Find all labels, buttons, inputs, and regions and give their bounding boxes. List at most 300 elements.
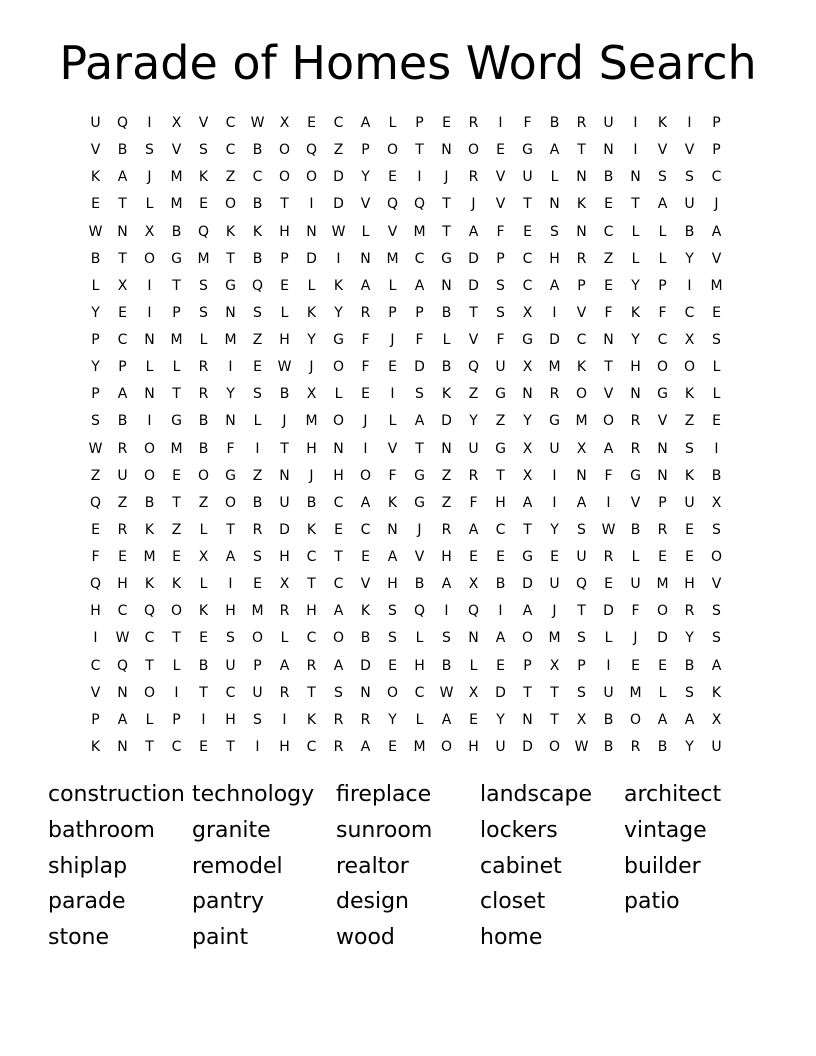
grid-letter: E: [523, 223, 532, 240]
grid-letter: D: [333, 196, 344, 213]
grid-letter: P: [91, 332, 100, 349]
grid-letter: W: [88, 223, 103, 240]
grid-letter: S: [388, 630, 397, 647]
grid-letter: P: [388, 304, 397, 321]
grid-letter: K: [306, 711, 317, 728]
grid-letter: Q: [413, 603, 426, 620]
grid-letter: K: [306, 304, 317, 321]
grid-letter: R: [576, 250, 587, 267]
grid-letter: E: [118, 304, 127, 321]
grid-letter: Q: [251, 277, 264, 294]
grid-letter: J: [363, 413, 368, 430]
grid-letter: S: [334, 684, 343, 701]
grid-letter: D: [522, 576, 533, 593]
grid-letter: L: [172, 359, 181, 376]
word-list-item: lockers: [480, 817, 558, 843]
grid-letter: K: [198, 603, 209, 620]
grid-letter: O: [224, 494, 237, 511]
grid-letter: U: [603, 115, 614, 132]
grid-letter: E: [469, 549, 478, 566]
word-list-item: cabinet: [480, 853, 562, 879]
grid-letter: K: [387, 494, 398, 511]
grid-letter: I: [552, 494, 557, 511]
grid-letter: S: [199, 277, 208, 294]
grid-letter: R: [468, 169, 479, 186]
grid-letter: E: [496, 142, 505, 159]
grid-letter: R: [198, 386, 209, 403]
grid-letter: Q: [575, 576, 588, 593]
grid-letter: S: [415, 386, 424, 403]
word-list-item: sunroom: [336, 817, 433, 843]
grid-letter: C: [252, 169, 263, 186]
grid-row: [82, 219, 730, 246]
grid-letter: D: [360, 657, 371, 674]
grid-letter: N: [468, 630, 479, 647]
word-list-item: granite: [192, 817, 271, 843]
grid-letter: T: [226, 521, 235, 538]
word-list-item: shiplap: [48, 853, 128, 879]
grid-letter: C: [360, 521, 371, 538]
grid-letter: M: [197, 250, 210, 267]
grid-letter: U: [495, 738, 506, 755]
grid-letter: E: [685, 549, 694, 566]
grid-letter: N: [144, 332, 155, 349]
grid-letter: J: [552, 603, 557, 620]
grid-letter: I: [417, 169, 422, 186]
grid-letter: K: [171, 576, 182, 593]
grid-letter: D: [441, 413, 452, 430]
grid-letter: O: [386, 684, 399, 701]
grid-letter: K: [630, 304, 641, 321]
grid-letter: S: [577, 684, 586, 701]
grid-letter: L: [145, 711, 154, 728]
grid-letter: O: [386, 142, 399, 159]
grid-letter: P: [172, 711, 181, 728]
grid-letter: A: [360, 277, 371, 294]
grid-letter: O: [656, 603, 669, 620]
grid-letter: Z: [225, 169, 236, 186]
grid-letter: P: [361, 142, 370, 159]
grid-letter: B: [117, 413, 128, 430]
grid-letter: H: [387, 576, 398, 593]
grid-letter: P: [91, 711, 100, 728]
grid-letter: N: [576, 223, 587, 240]
grid-letter: L: [334, 386, 343, 403]
grid-row: [82, 327, 730, 354]
grid-letter: I: [255, 440, 260, 457]
grid-letter: R: [657, 521, 668, 538]
grid-letter: P: [658, 494, 667, 511]
grid-letter: Y: [91, 359, 100, 376]
grid-letter: V: [657, 142, 668, 159]
grid-letter: I: [201, 711, 206, 728]
grid-letter: Y: [388, 711, 397, 728]
grid-row: [82, 191, 730, 218]
grid-letter: G: [522, 332, 533, 349]
grid-letter: E: [388, 657, 397, 674]
grid-letter: B: [198, 413, 209, 430]
grid-letter: O: [197, 467, 210, 484]
grid-row: [82, 707, 730, 734]
grid-letter: M: [170, 440, 183, 457]
grid-letter: H: [279, 332, 290, 349]
grid-letter: A: [414, 413, 425, 430]
grid-letter: Z: [333, 142, 344, 159]
grid-letter: L: [199, 332, 208, 349]
grid-letter: Q: [467, 603, 480, 620]
grid-letter: J: [633, 630, 638, 647]
grid-letter: C: [603, 223, 614, 240]
grid-letter: N: [630, 169, 641, 186]
grid-letter: G: [657, 386, 668, 403]
grid-letter: R: [306, 657, 317, 674]
grid-letter: S: [253, 549, 262, 566]
grid-letter: E: [253, 359, 262, 376]
grid-letter: N: [117, 684, 128, 701]
grid-letter: N: [360, 684, 371, 701]
grid-letter: N: [306, 223, 317, 240]
grid-letter: L: [145, 196, 154, 213]
grid-letter: G: [522, 549, 533, 566]
grid-letter: F: [91, 549, 100, 566]
grid-letter: G: [630, 467, 641, 484]
grid-row: [82, 625, 730, 652]
grid-letter: V: [495, 169, 506, 186]
grid-letter: H: [90, 603, 101, 620]
grid-letter: A: [414, 277, 425, 294]
grid-row: [82, 680, 730, 707]
grid-letter: N: [279, 467, 290, 484]
grid-letter: I: [147, 115, 152, 132]
grid-letter: P: [415, 304, 424, 321]
grid-letter: H: [306, 603, 317, 620]
grid-letter: D: [495, 684, 506, 701]
grid-letter: T: [415, 142, 424, 159]
grid-letter: L: [172, 657, 181, 674]
grid-letter: G: [225, 467, 236, 484]
grid-letter: O: [548, 738, 561, 755]
grid-letter: M: [629, 684, 642, 701]
grid-letter: R: [468, 115, 479, 132]
grid-letter: D: [549, 332, 560, 349]
grid-letter: M: [170, 332, 183, 349]
grid-letter: O: [143, 684, 156, 701]
grid-letter: I: [282, 711, 287, 728]
grid-letter: S: [496, 277, 505, 294]
grid-letter: O: [278, 142, 291, 159]
grid-letter: B: [684, 657, 695, 674]
grid-letter: R: [630, 440, 641, 457]
grid-letter: D: [468, 277, 479, 294]
grid-letter: U: [117, 467, 128, 484]
word-list-item: landscape: [480, 782, 593, 807]
grid-letter: E: [307, 115, 316, 132]
grid-letter: M: [575, 413, 588, 430]
grid-letter: K: [90, 169, 101, 186]
grid-letter: M: [413, 223, 426, 240]
grid-letter: A: [468, 521, 479, 538]
grid-letter: S: [712, 603, 721, 620]
grid-letter: K: [576, 359, 587, 376]
grid-letter: F: [658, 304, 667, 321]
grid-letter: K: [684, 467, 695, 484]
grid-letter: M: [305, 413, 318, 430]
grid-letter: O: [629, 711, 642, 728]
grid-letter: T: [604, 359, 613, 376]
grid-letter: S: [658, 169, 667, 186]
grid-letter: S: [496, 304, 505, 321]
grid-letter: S: [388, 603, 397, 620]
grid-letter: O: [683, 359, 696, 376]
grid-letter: M: [170, 196, 183, 213]
grid-letter: Y: [334, 304, 343, 321]
word-list-item: wood: [336, 925, 395, 950]
grid-letter: D: [279, 521, 290, 538]
grid-letter: Y: [91, 304, 100, 321]
grid-letter: H: [333, 467, 344, 484]
grid-letter: E: [604, 196, 613, 213]
grid-letter: R: [279, 684, 290, 701]
grid-letter: A: [468, 223, 479, 240]
grid-letter: N: [441, 440, 452, 457]
grid-letter: P: [91, 386, 100, 403]
grid-letter: R: [576, 115, 587, 132]
grid-letter: Z: [468, 386, 479, 403]
grid-letter: A: [117, 386, 128, 403]
grid-letter: L: [658, 223, 667, 240]
grid-letter: I: [255, 738, 260, 755]
grid-letter: S: [199, 304, 208, 321]
grid-letter: U: [495, 359, 506, 376]
grid-letter: P: [253, 657, 262, 674]
grid-letter: C: [657, 332, 668, 349]
grid-letter: T: [118, 196, 127, 213]
grid-letter: Z: [198, 494, 209, 511]
grid-letter: C: [495, 521, 506, 538]
word-list-item: construction: [48, 782, 185, 807]
grid-letter: R: [333, 711, 344, 728]
grid-letter: A: [333, 657, 344, 674]
grid-letter: B: [144, 494, 155, 511]
grid-letter: T: [442, 196, 451, 213]
grid-letter: W: [250, 115, 265, 132]
grid-row: [82, 436, 730, 463]
grid-letter: K: [144, 521, 155, 538]
word-list-item: design: [336, 889, 409, 915]
grid-letter: I: [633, 115, 638, 132]
grid-letter: L: [712, 386, 721, 403]
grid-letter: A: [360, 115, 371, 132]
grid-letter: Y: [496, 711, 505, 728]
grid-letter: J: [309, 467, 314, 484]
grid-letter: S: [442, 630, 451, 647]
word-list-item: realtor: [336, 853, 409, 879]
grid-letter: B: [549, 115, 560, 132]
grid-letter: S: [577, 521, 586, 538]
grid-letter: C: [225, 115, 236, 132]
grid-row: [82, 734, 730, 761]
grid-letter: V: [360, 576, 371, 593]
grid-letter: C: [684, 304, 695, 321]
grid-letter: R: [198, 359, 209, 376]
grid-letter: N: [522, 386, 533, 403]
grid-letter: S: [550, 223, 559, 240]
grid-letter: L: [550, 169, 559, 186]
grid-row: [82, 381, 730, 408]
grid-letter: H: [279, 738, 290, 755]
grid-letter: L: [388, 413, 397, 430]
grid-letter: L: [469, 657, 478, 674]
grid-letter: F: [361, 332, 370, 349]
grid-letter: V: [198, 115, 209, 132]
grid-letter: R: [279, 603, 290, 620]
grid-letter: B: [630, 521, 641, 538]
grid-letter: V: [630, 494, 641, 511]
grid-letter: Y: [361, 169, 370, 186]
grid-letter: B: [684, 223, 695, 240]
grid-letter: D: [306, 250, 317, 267]
grid-row: [82, 246, 730, 273]
grid-letter: N: [117, 738, 128, 755]
grid-letter: T: [523, 684, 532, 701]
grid-letter: X: [144, 223, 155, 240]
word-list-item: remodel: [192, 853, 283, 879]
grid-letter: Y: [523, 413, 532, 430]
grid-letter: I: [390, 386, 395, 403]
word-list-item: pantry: [192, 889, 265, 915]
grid-letter: E: [253, 576, 262, 593]
grid-letter: O: [359, 467, 372, 484]
grid-letter: Q: [386, 196, 399, 213]
grid-letter: X: [549, 657, 560, 674]
grid-letter: E: [361, 549, 370, 566]
grid-letter: S: [253, 304, 262, 321]
grid-letter: P: [415, 115, 424, 132]
grid-letter: S: [685, 169, 694, 186]
grid-letter: G: [333, 332, 344, 349]
grid-letter: M: [251, 603, 264, 620]
grid-letter: P: [118, 359, 127, 376]
grid-letter: C: [306, 549, 317, 566]
grid-letter: X: [711, 711, 722, 728]
grid-letter: M: [413, 738, 426, 755]
grid-letter: C: [306, 738, 317, 755]
grid-letter: F: [361, 359, 370, 376]
grid-letter: B: [171, 223, 182, 240]
grid-letter: N: [441, 142, 452, 159]
grid-letter: U: [576, 549, 587, 566]
grid-letter: U: [468, 440, 479, 457]
grid-letter: O: [710, 549, 723, 566]
grid-letter: Z: [684, 413, 695, 430]
grid-letter: V: [468, 332, 479, 349]
grid-letter: G: [171, 250, 182, 267]
grid-letter: S: [91, 413, 100, 430]
grid-row: [82, 463, 730, 490]
grid-letter: P: [172, 304, 181, 321]
grid-letter: Q: [197, 223, 210, 240]
grid-letter: B: [90, 250, 101, 267]
grid-letter: E: [334, 521, 343, 538]
grid-letter: Y: [307, 332, 316, 349]
grid-letter: A: [225, 549, 236, 566]
grid-letter: B: [711, 467, 722, 484]
grid-letter: N: [576, 467, 587, 484]
grid-letter: Y: [631, 277, 640, 294]
grid-letter: U: [549, 440, 560, 457]
grid-letter: H: [279, 223, 290, 240]
grid-letter: M: [656, 576, 669, 593]
grid-letter: E: [199, 196, 208, 213]
grid-letter: I: [687, 115, 692, 132]
grid-letter: E: [388, 738, 397, 755]
grid-letter: F: [631, 603, 640, 620]
grid-letter: P: [577, 277, 586, 294]
grid-letter: A: [333, 603, 344, 620]
grid-letter: X: [279, 115, 290, 132]
grid-letter: L: [280, 630, 289, 647]
grid-letter: C: [117, 603, 128, 620]
grid-letter: V: [171, 142, 182, 159]
grid-letter: J: [390, 332, 395, 349]
grid-letter: K: [441, 386, 452, 403]
grid-letter: N: [657, 467, 668, 484]
grid-letter: A: [603, 440, 614, 457]
grid-row: [82, 110, 730, 137]
grid-letter: U: [279, 494, 290, 511]
grid-letter: H: [495, 494, 506, 511]
grid-letter: O: [278, 169, 291, 186]
word-list-item: vintage: [624, 817, 707, 843]
grid-letter: V: [576, 304, 587, 321]
word-list-item: patio: [624, 889, 680, 915]
grid-letter: I: [147, 277, 152, 294]
grid-letter: S: [145, 142, 154, 159]
grid-letter: O: [305, 169, 318, 186]
grid-letter: K: [198, 169, 209, 186]
grid-letter: R: [684, 603, 695, 620]
grid-letter: O: [440, 738, 453, 755]
grid-letter: N: [603, 332, 614, 349]
grid-letter: H: [306, 440, 317, 457]
grid-letter: T: [442, 223, 451, 240]
grid-letter: J: [471, 196, 476, 213]
grid-letter: Z: [252, 467, 263, 484]
grid-letter: C: [225, 142, 236, 159]
grid-letter: C: [333, 494, 344, 511]
grid-letter: B: [603, 738, 614, 755]
grid-letter: T: [577, 142, 586, 159]
grid-letter: G: [171, 413, 182, 430]
grid-letter: K: [144, 576, 155, 593]
grid-letter: R: [117, 521, 128, 538]
grid-letter: S: [253, 386, 262, 403]
grid-letter: K: [576, 196, 587, 213]
grid-row: [82, 490, 730, 517]
grid-letter: N: [522, 711, 533, 728]
grid-letter: B: [414, 576, 425, 593]
grid-letter: E: [442, 115, 451, 132]
grid-letter: B: [441, 657, 452, 674]
grid-letter: Q: [467, 359, 480, 376]
grid-letter: L: [604, 630, 613, 647]
word-list-item: bathroom: [48, 817, 155, 843]
grid-letter: B: [603, 169, 614, 186]
grid-letter: M: [710, 277, 723, 294]
grid-letter: L: [631, 549, 640, 566]
grid-letter: G: [414, 467, 425, 484]
grid-letter: F: [226, 440, 235, 457]
